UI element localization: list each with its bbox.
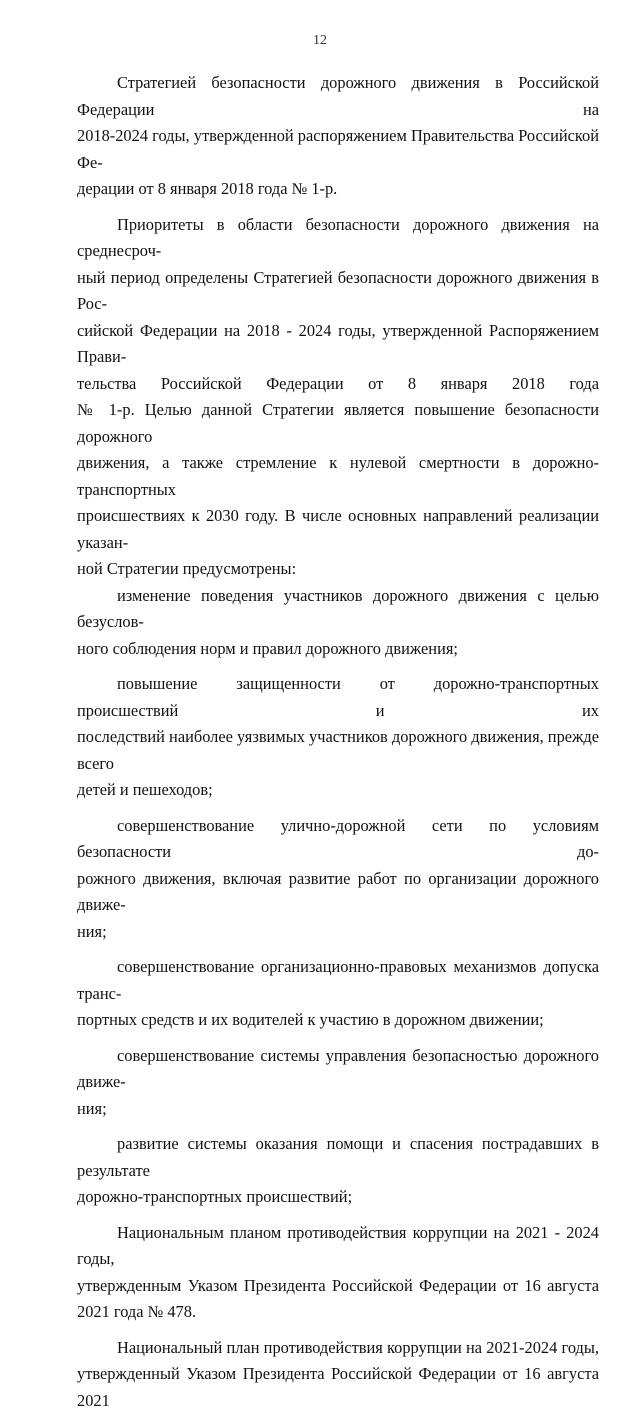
list-item-rescue-system xyxy=(77,1131,599,1211)
text-line: развитие системы оказания помощи и спасения пострадавших в результате xyxy=(77,1131,599,1184)
page-number: 12 xyxy=(0,32,640,50)
text-line: сийской Федерации на 2018 - 2024 годы, утвержденной Распоряжением Прави- xyxy=(77,318,599,371)
text-line: ной Стратегии предусмотрены: xyxy=(77,556,599,583)
text-line: Приоритеты в области безопасности дорожного движения на среднесроч- xyxy=(77,212,599,265)
list-item-road-network xyxy=(77,813,599,946)
list-item-management-system xyxy=(77,1043,599,1123)
text-line: портных средств и их водителей к участию в дорожном движении; xyxy=(77,1007,599,1034)
text-line: детей и пешеходов; xyxy=(77,777,599,804)
paragraph-anticorruption-plan xyxy=(77,1335,599,1414)
text-line: № 1-р. Целью данной Стратегии является повышение безопасности дорожного xyxy=(77,397,599,450)
text-line: движения, а также стремление к нулевой смертности в дорожно-транспортных xyxy=(77,450,599,503)
text-line: ного соблюдения норм и правил дорожного движения; xyxy=(77,636,599,663)
paragraph-anticorruption-plan-ref xyxy=(77,1220,599,1326)
text-line: рожного движения, включая развитие работ по организации дорожного движе- xyxy=(77,866,599,919)
text-line: 2021 года № 478. xyxy=(77,1299,599,1326)
text-line: 2018-2024 годы, утвержденной распоряжением Правительства Российской Фе- xyxy=(77,123,599,176)
text-line: совершенствование улично-дорожной сети по условиям безопасности до- xyxy=(77,813,599,866)
text-line: утвержденный Указом Президента Российской Федерации от 16 августа 2021 xyxy=(77,1361,599,1414)
text-line: последствий наиболее уязвимых участников дорожного движения, прежде всего xyxy=(77,724,599,777)
text-line: утвержденным Указом Президента Российской Федерации от 16 августа xyxy=(77,1273,599,1300)
list-item-behavior xyxy=(77,583,599,663)
text-line: дорожно-транспортных происшествий; xyxy=(77,1184,599,1211)
paragraph-strategy-reference xyxy=(77,70,599,203)
text-line: Стратегией безопасности дорожного движения в Российской Федерации на xyxy=(77,70,599,123)
text-line: изменение поведения участников дорожного движения с целью безуслов- xyxy=(77,583,599,636)
text-line: Национальный план противодействия коррупции на 2021-2024 годы, xyxy=(77,1335,599,1362)
document-body xyxy=(77,70,599,1414)
text-line: ния; xyxy=(77,919,599,946)
text-line: дерации от 8 января 2018 года № 1-р. xyxy=(77,176,599,203)
text-line: совершенствование системы управления безопасностью дорожного движе- xyxy=(77,1043,599,1096)
text-line: Национальным планом противодействия коррупции на 2021 - 2024 годы, xyxy=(77,1220,599,1273)
list-item-legal-mechanisms xyxy=(77,954,599,1034)
text-line: происшествиях к 2030 году. В числе основных направлений реализации указан- xyxy=(77,503,599,556)
text-line: ный период определены Стратегией безопасности дорожного движения в Рос- xyxy=(77,265,599,318)
text-line: тельства Российской Федерации от 8 января 2018 года xyxy=(77,371,599,398)
text-line: повышение защищенности от дорожно-транспортных происшествий и их xyxy=(77,671,599,724)
list-item-protection xyxy=(77,671,599,804)
paragraph-priorities xyxy=(77,212,599,583)
text-line: ния; xyxy=(77,1096,599,1123)
text-line: совершенствование организационно-правовых механизмов допуска транс- xyxy=(77,954,599,1007)
